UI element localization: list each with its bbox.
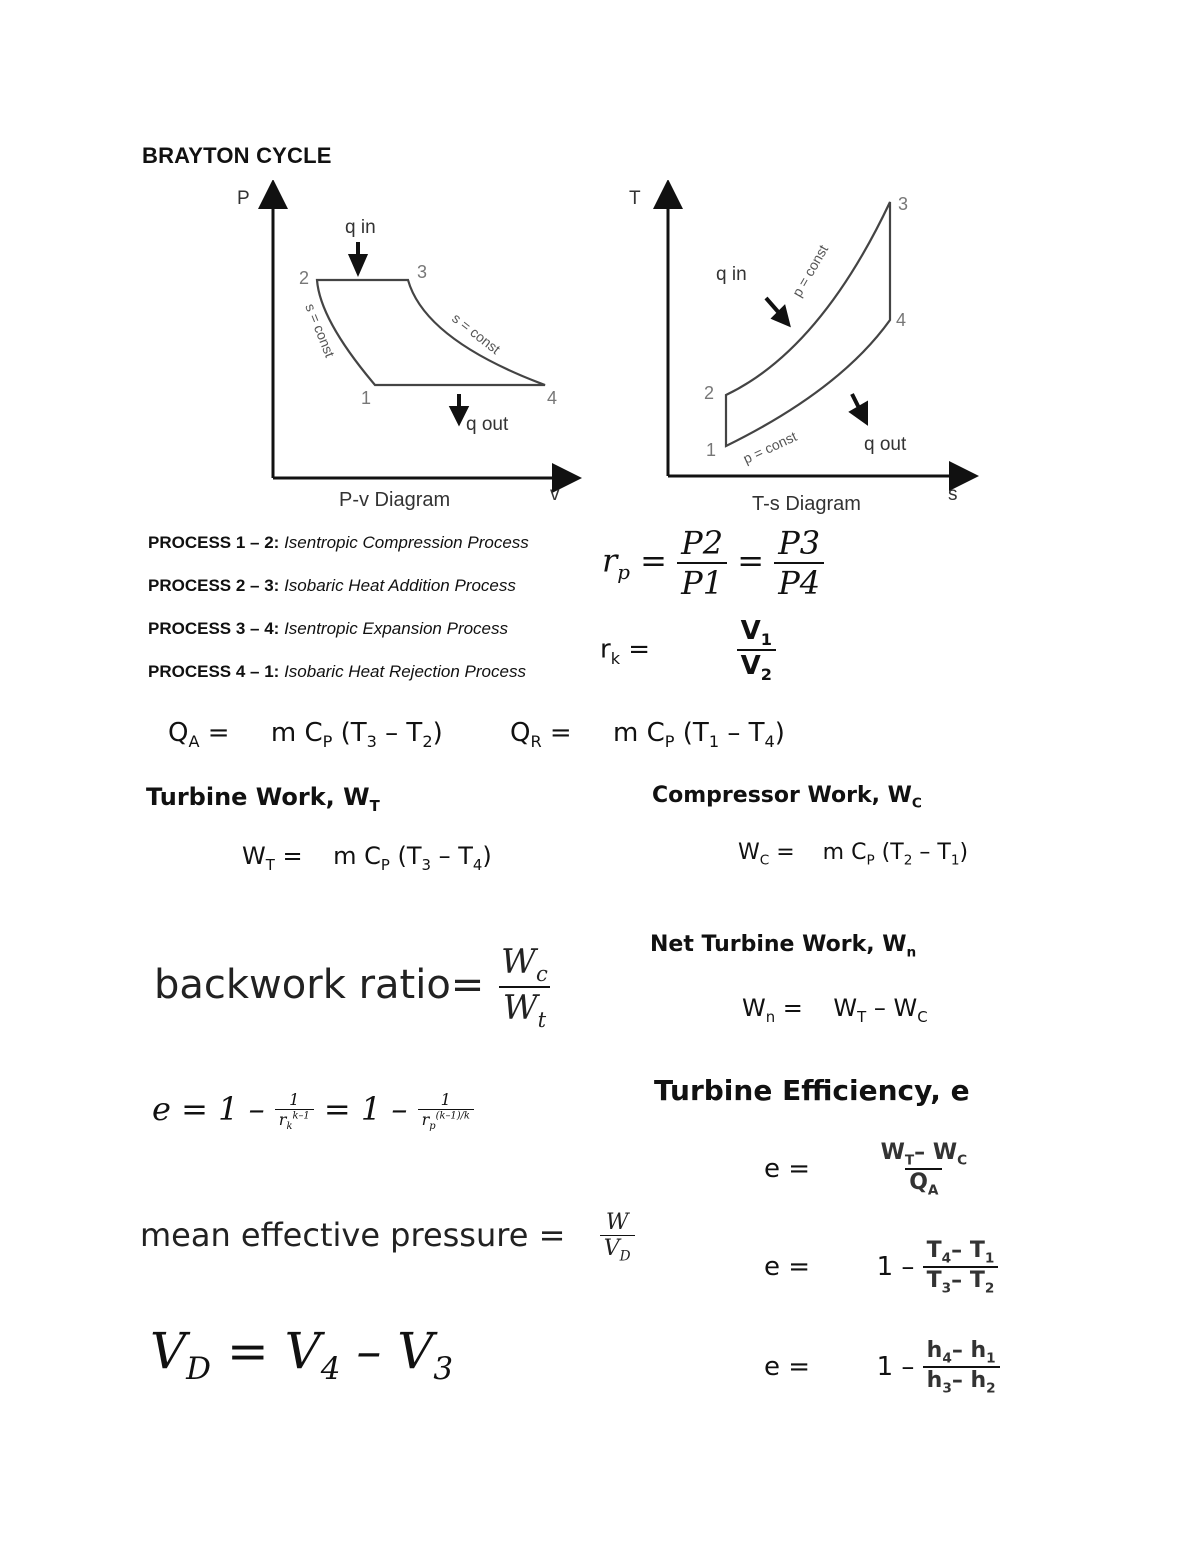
compressor-work-header: Compressor Work, $W_C$ (652, 783, 922, 812)
heat-added-formula: $Q_A$ = m $C_P$ $(T_3 - T_2)$ (168, 718, 443, 752)
ts-x-label: s (948, 484, 958, 505)
efficiency-header: Turbine Efficiency, e (654, 1074, 970, 1107)
svg-text:1: 1 (361, 388, 372, 408)
page-title: BRAYTON CYCLE (142, 143, 332, 168)
process-3-4: PROCESS 3 – 4: Isentropic Expansion Process (148, 619, 509, 638)
heat-rejected-formula: $Q_R$ = m $C_P$ $(T_1 - T_4)$ (510, 718, 785, 752)
process-1-2: PROCESS 1 – 2: Isentropic Compression Process (148, 533, 529, 552)
svg-text:s = const: s = const (302, 301, 339, 360)
svg-text:q in: q in (716, 264, 747, 285)
ts-caption: T-s Diagram (752, 493, 861, 515)
mep-formula: mean effective pressure = $\frac{W}{V_D}$ (140, 1210, 635, 1264)
compressor-work-formula: $W_C$ = m $C_P$ $(T_2 - T_1)$ (738, 840, 969, 869)
svg-text:4: 4 (896, 310, 907, 330)
svg-text:q out: q out (864, 434, 907, 455)
svg-text:2: 2 (299, 268, 310, 288)
svg-text:p = const: p = const (788, 241, 832, 300)
svg-text:3: 3 (417, 262, 428, 282)
pv-diagram (225, 180, 585, 515)
ts-q-in-arrow-icon (766, 298, 788, 324)
efficiency-formula-enthalpy: e = 1 – $\frac{h_4- h_1}{h_3- h_2}$ (764, 1338, 1000, 1397)
compression-ratio-formula: $r_k$ = $\frac{V_1}{V_2}$ (600, 616, 776, 684)
svg-text:q in: q in (345, 217, 376, 238)
pv-cycle-path (317, 280, 545, 385)
ts-y-label: T (629, 188, 641, 209)
pressure-ratio-formula: $r_p$ = $\frac{P2}{P1}$ = $\frac{P3}{P4}$ (602, 524, 824, 602)
pv-caption: P-v Diagram (339, 489, 451, 511)
displacement-volume-formula: $V_D = V_4 - V_3$ (150, 1322, 454, 1387)
ts-q-out-arrow-icon (852, 394, 866, 422)
pv-y-label: P (237, 188, 250, 209)
turbine-work-header: Turbine Work, $W_T$ (146, 783, 380, 815)
efficiency-formula-temperature: e = 1 – $\frac{T_4- T_1}{T_3- T_2}$ (764, 1238, 998, 1297)
turbine-work-formula: $W_T$ = m $C_P$ $(T_3 - T_4)$ (242, 842, 492, 874)
q-in-arrow-icon (351, 242, 365, 272)
svg-text:1: 1 (706, 440, 717, 460)
q-out-arrow-icon (452, 394, 466, 422)
pv-x-label: v (550, 484, 560, 505)
svg-text:2: 2 (704, 383, 715, 403)
svg-text:s = const: s = const (449, 309, 504, 358)
backwork-ratio-formula: backwork ratio= $\frac{W_c}{W_t}$ (154, 942, 552, 1032)
process-2-3: PROCESS 2 – 3: Isobaric Heat Addition Process (148, 576, 516, 595)
efficiency-ratio-formula: e = 1 – $\frac{1}{r_k^{k-1}}$ = 1 – $\frac{1}{r_p^{(k-1)/k}}$ (152, 1090, 474, 1133)
efficiency-formula-work: e = $\frac{W_T- W_C}{Q_A}$ (764, 1140, 968, 1199)
net-work-header: Net Turbine Work, $W_n$ (650, 932, 917, 961)
svg-text:q out: q out (466, 414, 509, 435)
svg-text:4: 4 (547, 388, 558, 408)
svg-text:3: 3 (898, 194, 909, 214)
ts-diagram (620, 180, 980, 515)
svg-text:p = const: p = const (740, 428, 800, 467)
net-work-formula: $W_n$ = $W_T - W_C$ (742, 994, 928, 1026)
process-4-1: PROCESS 4 – 1: Isobaric Heat Rejection Process (148, 662, 526, 681)
